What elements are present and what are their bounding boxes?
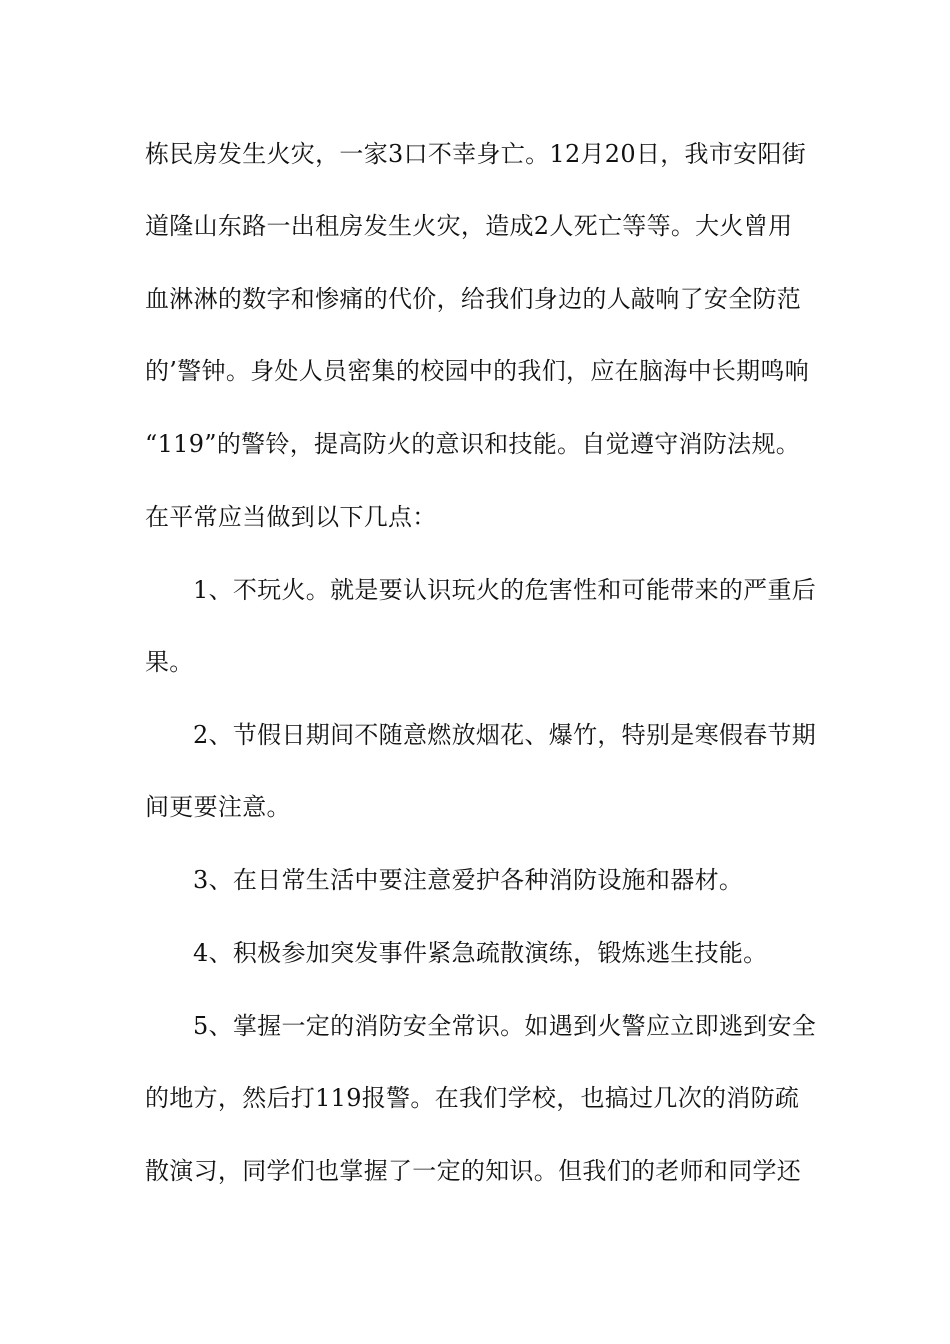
text-line-4: 的’警钟。身处人员密集的校园中的我们，应在脑海中长期鸣响 (145, 357, 810, 385)
text-line-5: “119”的警铃，提高防火的意识和技能。自觉遵守消防法规。 (145, 430, 801, 458)
list-item-5-line-2: 的地方，然后打119报警。在我们学校，也搞过几次的消防疏 (145, 1084, 800, 1112)
text-line-3: 血淋淋的数字和惨痛的代价，给我们身边的人敲响了安全防范 (145, 285, 802, 313)
list-item-2-line-2: 间更要注意。 (145, 793, 291, 821)
list-item-1-line-1: 1、不玩火。就是要认识玩火的危害性和可能带来的严重后 (193, 576, 817, 604)
list-item-5-line-3: 散演习，同学们也掌握了一定的知识。但我们的老师和同学还 (145, 1157, 802, 1185)
list-item-5-line-1: 5、掌握一定的消防安全常识。如遇到火警应立即逃到安全 (193, 1012, 817, 1040)
text-line-2: 道隆山东路一出租房发生火灾，造成2人死亡等等。大火曾用 (145, 212, 793, 240)
list-item-3: 3、在日常生活中要注意爱护各种消防设施和器材。 (193, 866, 744, 894)
list-item-1-line-2: 果。 (145, 648, 194, 676)
text-line-6: 在平常应当做到以下几点： (145, 503, 437, 531)
text-line-1: 栋民房发生火灾，一家3口不幸身亡。12月20日，我市安阳街 (145, 140, 807, 168)
list-item-4: 4、积极参加突发事件紧急疏散演练，锻炼逃生技能。 (193, 939, 768, 967)
list-item-2-line-1: 2、节假日期间不随意燃放烟花、爆竹，特别是寒假春节期 (193, 721, 817, 749)
